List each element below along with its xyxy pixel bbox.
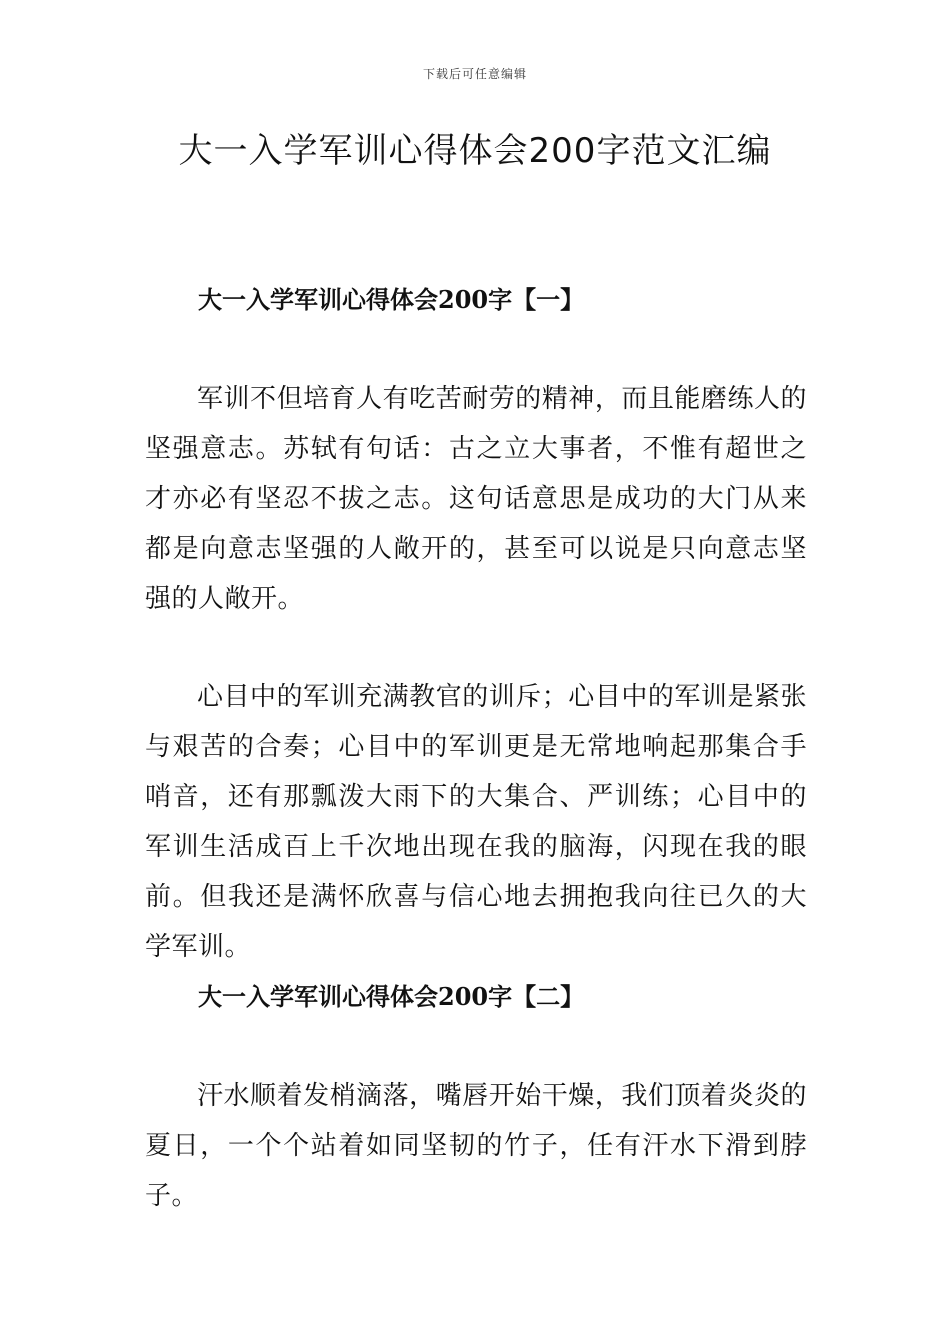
body-paragraph: 军训不但培育人有吃苦耐劳的精神，而且能磨练人的坚强意志。苏轼有句话：古之立大事者，不惟有超世之才亦必有坚忍不拔之志。这句话意思是成功的大门从来都是向意志坚强的人敞开的，甚至可以说是只向意志坚强的人敞开。 [145, 384, 807, 614]
section-heading: 大一入学军训心得体会200字【一】 [198, 285, 585, 314]
body-paragraph: 汗水顺着发梢滴落，嘴唇开始干燥，我们顶着炎炎的夏日，一个个站着如同坚韧的竹子，任有汗水下滑到脖子。 [145, 1081, 807, 1211]
section-heading: 大一入学军训心得体会200字【二】 [198, 982, 585, 1011]
header-note: 下载后可任意编辑 [422, 67, 527, 81]
body-paragraph: 心目中的军训充满教官的训斥；心目中的军训是紧张与艰苦的合奏；心目中的军训更是无常地响起那集合手哨音，还有那瓢泼大雨下的大集合、严训练；心目中的军训生活成百上千次地出现在我的脑海，闪现在我的眼前。但我还是满怀欣喜与信心地去拥抱我向往已久的大学军训。 [145, 682, 807, 962]
document-title: 大一入学军训心得体会200字范文汇编 [178, 131, 772, 171]
